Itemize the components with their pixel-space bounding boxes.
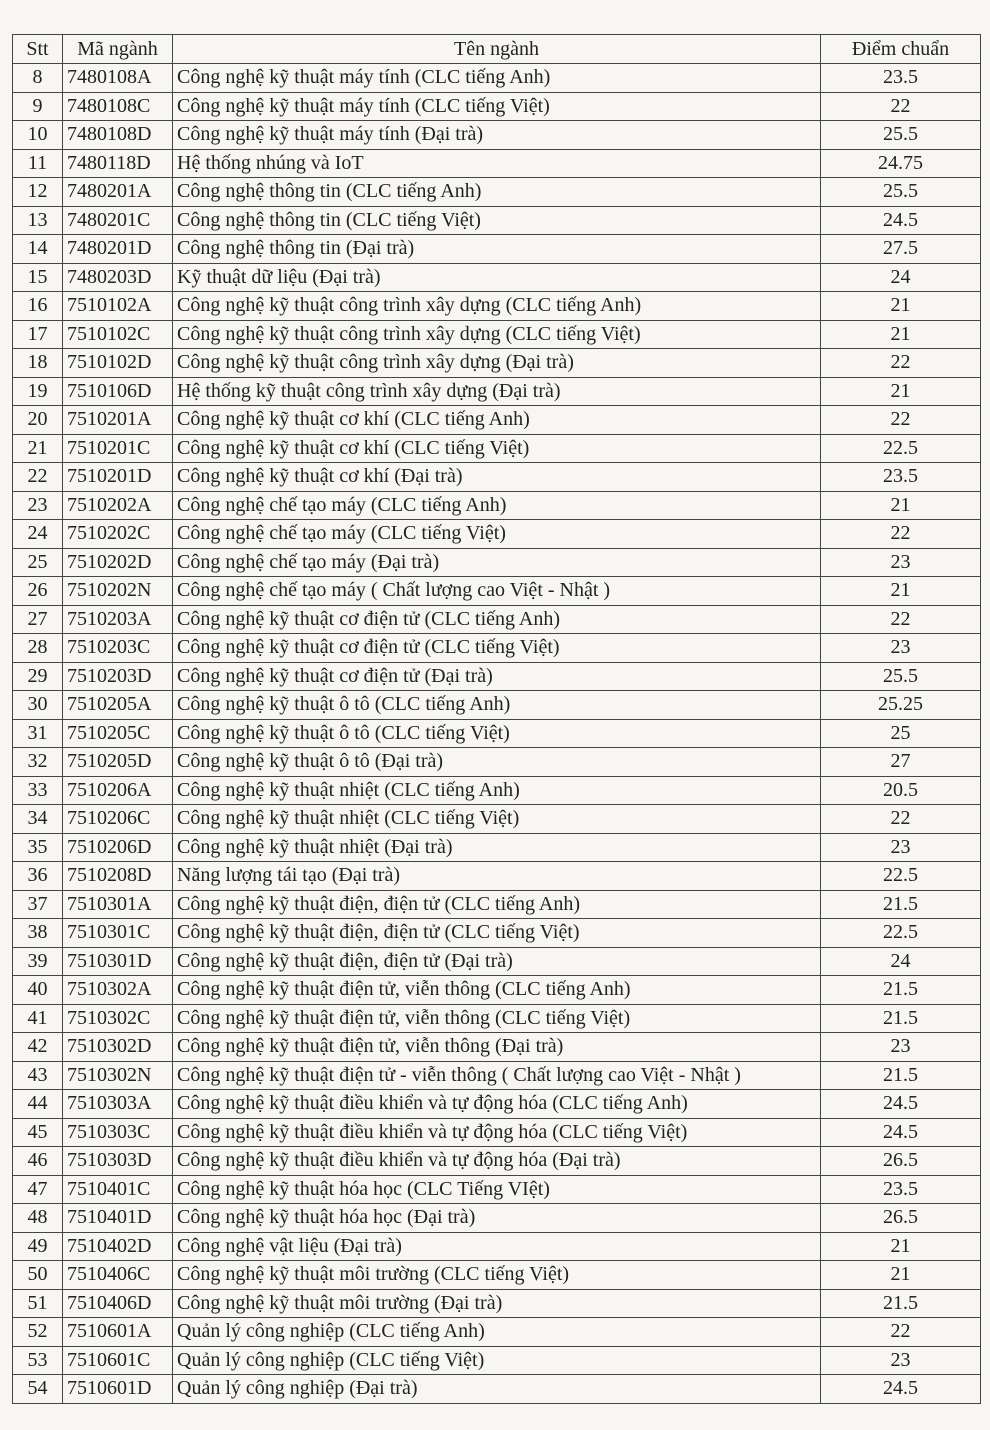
cell-code: 7480201D — [63, 235, 173, 264]
cell-name: Công nghệ kỹ thuật điều khiển và tự động hóa (CLC tiếng Anh) — [173, 1090, 821, 1119]
cell-name: Công nghệ kỹ thuật cơ điện tử (Đại trà) — [173, 662, 821, 691]
cell-score: 25.5 — [821, 121, 981, 150]
table-row — [13, 691, 981, 720]
cell-code: 7510106D — [63, 377, 173, 406]
cell-stt: 9 — [13, 92, 63, 121]
cell-stt: 28 — [13, 634, 63, 663]
table-row — [13, 263, 981, 292]
cell-name: Công nghệ kỹ thuật công trình xây dựng (CLC tiếng Việt) — [173, 320, 821, 349]
table-row — [13, 1289, 981, 1318]
header-name: Tên ngành — [173, 35, 821, 64]
cell-score: 24 — [821, 947, 981, 976]
cell-name: Công nghệ kỹ thuật ô tô (CLC tiếng Việt) — [173, 719, 821, 748]
admission-score-table — [12, 34, 981, 1404]
cell-score: 24 — [821, 263, 981, 292]
table-row — [13, 206, 981, 235]
cell-code: 7510301A — [63, 890, 173, 919]
table-row — [13, 121, 981, 150]
table-row — [13, 776, 981, 805]
cell-code: 7480201A — [63, 178, 173, 207]
cell-code: 7480203D — [63, 263, 173, 292]
cell-code: 7510303A — [63, 1090, 173, 1119]
cell-stt: 25 — [13, 548, 63, 577]
cell-stt: 17 — [13, 320, 63, 349]
cell-name: Công nghệ kỹ thuật điện, điện tử (CLC tiếng Anh) — [173, 890, 821, 919]
table-row — [13, 577, 981, 606]
cell-name: Công nghệ kỹ thuật điều khiển và tự động hóa (Đại trà) — [173, 1147, 821, 1176]
cell-name: Công nghệ kỹ thuật cơ khí (CLC tiếng Anh) — [173, 406, 821, 435]
table-row — [13, 1090, 981, 1119]
cell-stt: 26 — [13, 577, 63, 606]
cell-stt: 52 — [13, 1318, 63, 1347]
cell-name: Công nghệ kỹ thuật cơ khí (CLC tiếng Việt) — [173, 434, 821, 463]
cell-score: 27 — [821, 748, 981, 777]
cell-score: 22 — [821, 406, 981, 435]
cell-stt: 41 — [13, 1004, 63, 1033]
cell-score: 21 — [821, 320, 981, 349]
cell-name: Hệ thống nhúng và IoT — [173, 149, 821, 178]
header-code: Mã ngành — [63, 35, 173, 64]
cell-code: 7510402D — [63, 1232, 173, 1261]
cell-stt: 43 — [13, 1061, 63, 1090]
cell-code: 7510302A — [63, 976, 173, 1005]
cell-score: 23 — [821, 548, 981, 577]
table-row — [13, 1318, 981, 1347]
cell-score: 25 — [821, 719, 981, 748]
cell-code: 7510301D — [63, 947, 173, 976]
table-row — [13, 377, 981, 406]
table-row — [13, 890, 981, 919]
table-row — [13, 947, 981, 976]
table-row — [13, 805, 981, 834]
cell-name: Công nghệ kỹ thuật điều khiển và tự động hóa (CLC tiếng Việt) — [173, 1118, 821, 1147]
cell-name: Công nghệ kỹ thuật điện tử - viễn thông ( Chất lượng cao Việt - Nhật ) — [173, 1061, 821, 1090]
table-row — [13, 434, 981, 463]
table-row — [13, 1204, 981, 1233]
cell-stt: 34 — [13, 805, 63, 834]
cell-score: 24.5 — [821, 1118, 981, 1147]
cell-name: Công nghệ kỹ thuật ô tô (Đại trà) — [173, 748, 821, 777]
cell-code: 7510601D — [63, 1375, 173, 1404]
table-row — [13, 349, 981, 378]
cell-code: 7510401D — [63, 1204, 173, 1233]
table-row — [13, 1061, 981, 1090]
header-stt: Stt — [13, 35, 63, 64]
cell-code: 7510302N — [63, 1061, 173, 1090]
cell-score: 21 — [821, 1261, 981, 1290]
table-body — [13, 64, 981, 1404]
cell-stt: 46 — [13, 1147, 63, 1176]
table-row — [13, 862, 981, 891]
cell-name: Công nghệ kỹ thuật nhiệt (CLC tiếng Việt) — [173, 805, 821, 834]
cell-name: Công nghệ kỹ thuật hóa học (Đại trà) — [173, 1204, 821, 1233]
cell-stt: 29 — [13, 662, 63, 691]
table-row — [13, 1033, 981, 1062]
cell-code: 7510206D — [63, 833, 173, 862]
cell-code: 7510203D — [63, 662, 173, 691]
cell-code: 7510303C — [63, 1118, 173, 1147]
cell-code: 7480108C — [63, 92, 173, 121]
cell-stt: 50 — [13, 1261, 63, 1290]
cell-stt: 53 — [13, 1346, 63, 1375]
cell-score: 22.5 — [821, 434, 981, 463]
cell-stt: 51 — [13, 1289, 63, 1318]
table-row — [13, 662, 981, 691]
cell-stt: 8 — [13, 64, 63, 93]
cell-stt: 40 — [13, 976, 63, 1005]
cell-name: Công nghệ kỹ thuật điện, điện tử (CLC tiếng Việt) — [173, 919, 821, 948]
cell-code: 7510202A — [63, 491, 173, 520]
cell-name: Công nghệ kỹ thuật môi trường (CLC tiếng Việt) — [173, 1261, 821, 1290]
cell-stt: 45 — [13, 1118, 63, 1147]
cell-name: Quản lý công nghiệp (Đại trà) — [173, 1375, 821, 1404]
cell-name: Công nghệ thông tin (CLC tiếng Anh) — [173, 178, 821, 207]
cell-code: 7510302C — [63, 1004, 173, 1033]
table-row — [13, 605, 981, 634]
table-row — [13, 406, 981, 435]
cell-score: 21.5 — [821, 1289, 981, 1318]
table-row — [13, 491, 981, 520]
cell-stt: 49 — [13, 1232, 63, 1261]
table-row — [13, 1004, 981, 1033]
cell-name: Công nghệ kỹ thuật công trình xây dựng (CLC tiếng Anh) — [173, 292, 821, 321]
cell-code: 7510203A — [63, 605, 173, 634]
table-row — [13, 149, 981, 178]
cell-name: Công nghệ kỹ thuật máy tính (Đại trà) — [173, 121, 821, 150]
cell-score: 22 — [821, 1318, 981, 1347]
cell-code: 7480108A — [63, 64, 173, 93]
cell-code: 7510206A — [63, 776, 173, 805]
cell-stt: 15 — [13, 263, 63, 292]
cell-score: 24.5 — [821, 206, 981, 235]
cell-code: 7510208D — [63, 862, 173, 891]
cell-code: 7510102C — [63, 320, 173, 349]
table-row — [13, 235, 981, 264]
cell-name: Công nghệ kỹ thuật điện tử, viễn thông (CLC tiếng Anh) — [173, 976, 821, 1005]
cell-score: 24.75 — [821, 149, 981, 178]
cell-score: 21.5 — [821, 976, 981, 1005]
cell-stt: 21 — [13, 434, 63, 463]
table-row — [13, 463, 981, 492]
table-row — [13, 1375, 981, 1404]
cell-score: 26.5 — [821, 1204, 981, 1233]
cell-code: 7510205A — [63, 691, 173, 720]
table-row — [13, 919, 981, 948]
cell-code: 7510601C — [63, 1346, 173, 1375]
header-score: Điểm chuẩn — [821, 35, 981, 64]
table-row — [13, 1346, 981, 1375]
cell-name: Công nghệ kỹ thuật điện, điện tử (Đại trà) — [173, 947, 821, 976]
cell-score: 27.5 — [821, 235, 981, 264]
cell-name: Hệ thống kỹ thuật công trình xây dựng (Đại trà) — [173, 377, 821, 406]
cell-stt: 12 — [13, 178, 63, 207]
cell-stt: 38 — [13, 919, 63, 948]
cell-stt: 47 — [13, 1175, 63, 1204]
cell-stt: 24 — [13, 520, 63, 549]
cell-stt: 42 — [13, 1033, 63, 1062]
cell-code: 7510401C — [63, 1175, 173, 1204]
cell-score: 23 — [821, 634, 981, 663]
table-row — [13, 1147, 981, 1176]
cell-score: 22 — [821, 605, 981, 634]
cell-score: 22 — [821, 92, 981, 121]
cell-score: 25.5 — [821, 662, 981, 691]
cell-code: 7510301C — [63, 919, 173, 948]
cell-stt: 20 — [13, 406, 63, 435]
cell-code: 7510406D — [63, 1289, 173, 1318]
cell-code: 7510205D — [63, 748, 173, 777]
table-row — [13, 1232, 981, 1261]
cell-name: Công nghệ kỹ thuật máy tính (CLC tiếng Anh) — [173, 64, 821, 93]
cell-name: Công nghệ kỹ thuật công trình xây dựng (Đại trà) — [173, 349, 821, 378]
cell-code: 7510201D — [63, 463, 173, 492]
table-row — [13, 748, 981, 777]
cell-stt: 30 — [13, 691, 63, 720]
cell-code: 7510302D — [63, 1033, 173, 1062]
cell-score: 23 — [821, 833, 981, 862]
cell-code: 7510202D — [63, 548, 173, 577]
table-row — [13, 292, 981, 321]
cell-stt: 10 — [13, 121, 63, 150]
cell-code: 7510206C — [63, 805, 173, 834]
cell-stt: 48 — [13, 1204, 63, 1233]
cell-stt: 33 — [13, 776, 63, 805]
cell-stt: 39 — [13, 947, 63, 976]
cell-score: 21 — [821, 1232, 981, 1261]
cell-code: 7510406C — [63, 1261, 173, 1290]
cell-score: 22.5 — [821, 862, 981, 891]
cell-code: 7510205C — [63, 719, 173, 748]
table-row — [13, 1175, 981, 1204]
table-row — [13, 178, 981, 207]
cell-score: 22.5 — [821, 919, 981, 948]
cell-score: 20.5 — [821, 776, 981, 805]
cell-code: 7510202C — [63, 520, 173, 549]
cell-name: Công nghệ chế tạo máy (CLC tiếng Việt) — [173, 520, 821, 549]
cell-code: 7510201C — [63, 434, 173, 463]
cell-stt: 27 — [13, 605, 63, 634]
cell-score: 22 — [821, 349, 981, 378]
cell-name: Công nghệ chế tạo máy (CLC tiếng Anh) — [173, 491, 821, 520]
cell-name: Kỹ thuật dữ liệu (Đại trà) — [173, 263, 821, 292]
cell-stt: 23 — [13, 491, 63, 520]
cell-name: Công nghệ kỹ thuật nhiệt (CLC tiếng Anh) — [173, 776, 821, 805]
table-row — [13, 64, 981, 93]
cell-score: 25.25 — [821, 691, 981, 720]
cell-code: 7510202N — [63, 577, 173, 606]
cell-score: 23.5 — [821, 64, 981, 93]
cell-name: Công nghệ kỹ thuật cơ điện tử (CLC tiếng Anh) — [173, 605, 821, 634]
cell-score: 21 — [821, 377, 981, 406]
cell-stt: 22 — [13, 463, 63, 492]
cell-score: 24.5 — [821, 1090, 981, 1119]
cell-code: 7510601A — [63, 1318, 173, 1347]
table-row — [13, 1261, 981, 1290]
cell-score: 21.5 — [821, 1061, 981, 1090]
cell-name: Công nghệ kỹ thuật điện tử, viễn thông (Đại trà) — [173, 1033, 821, 1062]
cell-name: Công nghệ thông tin (Đại trà) — [173, 235, 821, 264]
cell-name: Công nghệ kỹ thuật điện tử, viễn thông (CLC tiếng Việt) — [173, 1004, 821, 1033]
table-row — [13, 833, 981, 862]
cell-stt: 14 — [13, 235, 63, 264]
cell-stt: 44 — [13, 1090, 63, 1119]
cell-stt: 32 — [13, 748, 63, 777]
header-row — [13, 35, 981, 64]
cell-code: 7480201C — [63, 206, 173, 235]
cell-code: 7480108D — [63, 121, 173, 150]
table-row — [13, 1118, 981, 1147]
cell-code: 7510303D — [63, 1147, 173, 1176]
cell-score: 22 — [821, 520, 981, 549]
cell-name: Công nghệ thông tin (CLC tiếng Việt) — [173, 206, 821, 235]
cell-stt: 18 — [13, 349, 63, 378]
cell-name: Năng lượng tái tạo (Đại trà) — [173, 862, 821, 891]
cell-stt: 54 — [13, 1375, 63, 1404]
table-row — [13, 719, 981, 748]
cell-name: Công nghệ kỹ thuật cơ khí (Đại trà) — [173, 463, 821, 492]
cell-name: Công nghệ kỹ thuật môi trường (Đại trà) — [173, 1289, 821, 1318]
cell-stt: 36 — [13, 862, 63, 891]
cell-stt: 16 — [13, 292, 63, 321]
cell-score: 21.5 — [821, 890, 981, 919]
table-header — [13, 35, 981, 64]
cell-name: Quản lý công nghiệp (CLC tiếng Việt) — [173, 1346, 821, 1375]
cell-name: Công nghệ kỹ thuật ô tô (CLC tiếng Anh) — [173, 691, 821, 720]
cell-score: 26.5 — [821, 1147, 981, 1176]
cell-stt: 11 — [13, 149, 63, 178]
cell-stt: 13 — [13, 206, 63, 235]
table-row — [13, 548, 981, 577]
cell-score: 23 — [821, 1346, 981, 1375]
cell-name: Công nghệ vật liệu (Đại trà) — [173, 1232, 821, 1261]
cell-score: 23 — [821, 1033, 981, 1062]
cell-score: 24.5 — [821, 1375, 981, 1404]
cell-score: 21.5 — [821, 1004, 981, 1033]
cell-score: 22 — [821, 805, 981, 834]
table-row — [13, 320, 981, 349]
cell-code: 7510102D — [63, 349, 173, 378]
table-row — [13, 976, 981, 1005]
cell-stt: 35 — [13, 833, 63, 862]
table-row — [13, 520, 981, 549]
cell-name: Công nghệ kỹ thuật máy tính (CLC tiếng Việt) — [173, 92, 821, 121]
cell-stt: 37 — [13, 890, 63, 919]
cell-stt: 31 — [13, 719, 63, 748]
cell-score: 25.5 — [821, 178, 981, 207]
cell-score: 21 — [821, 292, 981, 321]
cell-score: 23.5 — [821, 1175, 981, 1204]
cell-score: 23.5 — [821, 463, 981, 492]
cell-code: 7480118D — [63, 149, 173, 178]
table-row — [13, 92, 981, 121]
cell-stt: 19 — [13, 377, 63, 406]
cell-name: Công nghệ kỹ thuật nhiệt (Đại trà) — [173, 833, 821, 862]
cell-name: Công nghệ kỹ thuật hóa học (CLC Tiếng VIệt) — [173, 1175, 821, 1204]
cell-score: 21 — [821, 577, 981, 606]
cell-code: 7510201A — [63, 406, 173, 435]
cell-code: 7510203C — [63, 634, 173, 663]
cell-code: 7510102A — [63, 292, 173, 321]
cell-name: Công nghệ chế tạo máy ( Chất lượng cao Việt - Nhật ) — [173, 577, 821, 606]
cell-name: Quản lý công nghiệp (CLC tiếng Anh) — [173, 1318, 821, 1347]
cell-name: Công nghệ chế tạo máy (Đại trà) — [173, 548, 821, 577]
cell-score: 21 — [821, 491, 981, 520]
cell-name: Công nghệ kỹ thuật cơ điện tử (CLC tiếng Việt) — [173, 634, 821, 663]
table-row — [13, 634, 981, 663]
